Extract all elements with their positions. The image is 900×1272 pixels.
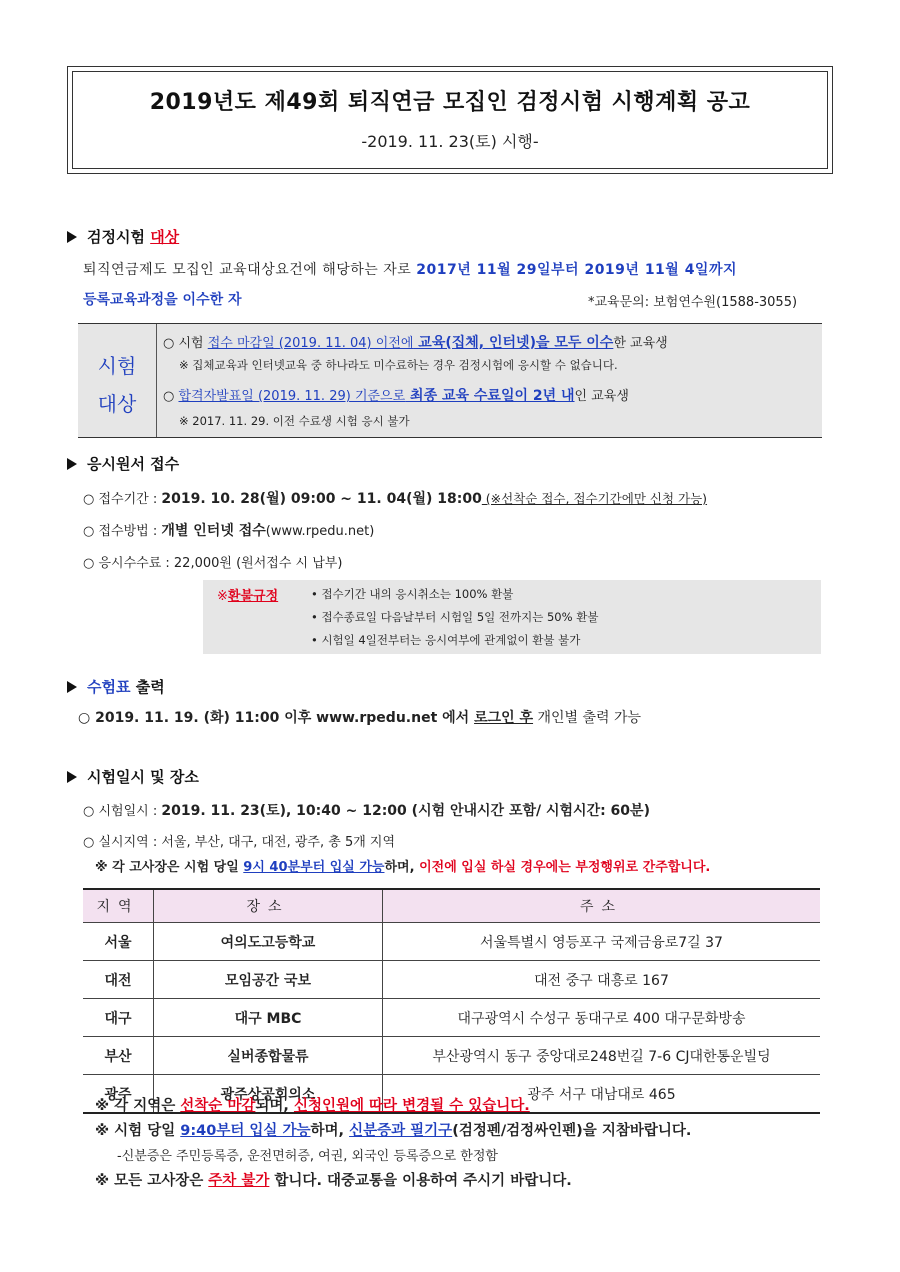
desc-period: 2017년 11월 29일부터 2019년 11월 4일까지 (416, 262, 738, 278)
cell-address: 대구광역시 수성구 동대구로 400 대구문화방송 (383, 999, 821, 1037)
col-header-address: 주소 (383, 889, 821, 923)
refund-label: 환불규정 (227, 589, 279, 604)
table-row (83, 961, 820, 999)
item2-suffix: 인 교육생 (574, 389, 629, 404)
fn1-mid: 되며, (255, 1098, 294, 1114)
refund-item: • 접수종료일 다음날부터 시험일 5일 전까지는 50% 환불 (311, 610, 599, 624)
refund-item: • 접수기간 내의 응시취소는 100% 환불 (311, 587, 514, 601)
cell-region: 서울 (83, 923, 154, 961)
schedule-regions: ○ 실시지역 : 서울, 부산, 대구, 대전, 광주, 총 5개 지역 (83, 835, 396, 850)
target-box (78, 323, 822, 438)
triangle-bullet-icon (67, 771, 77, 783)
note-warning: 이전에 입실 하실 경우에는 부정행위로 간주합니다. (419, 860, 711, 875)
period-label: ○ 접수기간 : (83, 492, 162, 507)
ticket-when: ○ 2019. 11. 19. (화) 11:00 이후 www.rpedu.net 에서 (78, 710, 475, 726)
footnote-1 (95, 1094, 530, 1115)
target-description (83, 259, 843, 279)
refund-mark: ※ (217, 589, 228, 604)
col-header-place: 장소 (154, 889, 383, 923)
item2-announce: 합격자발표일 (2019. 11. 29) 기준으로 (178, 389, 406, 404)
fn2-mid: 하며, (310, 1123, 350, 1139)
table-row (83, 923, 820, 961)
ticket-post: 개인별 출력 가능 (533, 710, 642, 726)
triangle-bullet-icon (67, 681, 77, 693)
section-application-heading (67, 453, 179, 474)
section-schedule-heading (67, 766, 199, 787)
cell-place: 광주상공회의소 (154, 1075, 383, 1114)
schedule-date (83, 800, 650, 820)
date-label: ○ 시험일시 : (83, 804, 162, 819)
method-label: ○ 접수방법 : (83, 524, 162, 539)
sites-table (83, 888, 820, 1114)
cell-place: 여의도고등학교 (154, 923, 383, 961)
cell-address: 서울특별시 영등포구 국제금융로7길 37 (383, 923, 821, 961)
target-item-2-note: ※ 2017. 11. 29. 이전 수료생 시험 응시 불가 (179, 414, 410, 428)
page-title: 2019년도 제49회 퇴직연금 모집인 검정시험 시행계획 공고 (149, 90, 751, 115)
period-note: (※선착순 접수, 접수기간에만 신청 가능) (481, 491, 708, 506)
note-entry-time: 9시 40분부터 입실 가능 (243, 860, 385, 875)
box-label-2: 대상 (97, 392, 137, 416)
section-target-heading (67, 226, 179, 247)
cell-region: 부산 (83, 1037, 154, 1075)
heading-highlight: 수험표 (87, 678, 131, 696)
desc-lead: 퇴직연금제도 모집인 교육대상요건에 해당하는 자로 (83, 262, 417, 278)
cell-place: 대구 MBC (154, 999, 383, 1037)
fn2-suffix: (검정펜/검정싸인펜)을 지참바랍니다. (452, 1123, 692, 1139)
item1-deadline: 접수 마감일 (2019. 11. 04) 이전에 (207, 336, 414, 351)
cell-place: 실버종합물류 (154, 1037, 383, 1075)
cell-address: 광주 서구 대남대로 465 (383, 1075, 821, 1114)
box-label-1: 시험 (97, 354, 137, 378)
box-divider (156, 324, 157, 437)
triangle-bullet-icon (67, 458, 77, 470)
table-row (83, 999, 820, 1037)
cell-address: 대전 중구 대흥로 167 (383, 961, 821, 999)
table-header-row (83, 889, 820, 923)
item1-suffix: 한 교육생 (613, 336, 668, 351)
method-value: 개별 인터넷 접수 (161, 523, 266, 539)
section-ticket-heading (67, 676, 165, 697)
col-header-region: 지역 (83, 889, 154, 923)
cell-region: 대전 (83, 961, 154, 999)
heading-text: 응시원서 접수 (87, 455, 180, 473)
refund-item: • 시험일 4일전부터는 응시여부에 관계없이 환불 불가 (311, 633, 581, 647)
heading-text: 출력 (130, 678, 165, 696)
cell-region: 광주 (83, 1075, 154, 1114)
cell-place: 모임공간 국보 (154, 961, 383, 999)
heading-text: 시험일시 및 장소 (87, 768, 199, 786)
contact-info: *교육문의: 보험연수원(1588-3055) (588, 295, 798, 310)
fn2-entry: 9:40부터 입실 가능 (180, 1123, 311, 1139)
page-subtitle: -2019. 11. 23(토) 시행- (361, 132, 539, 151)
fn4-prefix: ※ 모든 고사장은 (95, 1173, 209, 1189)
fn4-no-parking: 주차 불가 (208, 1173, 270, 1189)
application-fee: ○ 응시수수료 : 22,000원 (원서접수 시 납부) (83, 556, 343, 571)
heading-text: 검정시험 (87, 228, 151, 246)
application-method (83, 520, 374, 540)
cell-address: 부산광역시 동구 중앙대로248번길 7-6 CJ대한통운빌딩 (383, 1037, 821, 1075)
application-period (83, 488, 707, 508)
heading-highlight: 대상 (150, 228, 180, 246)
ticket-line (78, 707, 641, 727)
refund-box (203, 580, 821, 654)
footnote-4 (95, 1169, 572, 1190)
ticket-login: 로그인 후 (474, 710, 534, 726)
note-prefix: ※ 각 고사장은 시험 당일 (95, 860, 244, 875)
refund-title (217, 585, 278, 604)
item1-prefix: ○ 시험 (163, 336, 208, 351)
triangle-bullet-icon (67, 231, 77, 243)
footnote-2 (95, 1119, 691, 1140)
item2-prefix: ○ (163, 389, 179, 404)
table-row (83, 1037, 820, 1075)
fn1-change: 신청인원에 따라 변경될 수 있습니다. (293, 1098, 530, 1114)
date-value: 2019. 11. 23(토), 10:40 ~ 12:00 (시험 안내시간 포함/ 시험시간: 60분) (161, 803, 650, 819)
footnote-3: -신분증은 주민등록증, 운전면허증, 여권, 외국인 등록증으로 한정함 (117, 1149, 498, 1164)
item1-bold: 교육(집체, 인터넷)을 모두 이수 (413, 335, 614, 351)
title-box (67, 66, 833, 174)
target-desc-line2: 등록교육과정을 이수한 자 (83, 292, 242, 308)
target-item-2 (163, 385, 629, 405)
target-item-1-note: ※ 집체교육과 인터넷교육 중 하나라도 미수료하는 경우 검정시험에 응시할 수 없습니다. (179, 358, 618, 372)
fn2-prefix: ※ 시험 당일 (95, 1123, 181, 1139)
fn2-items: 신분증과 필기구 (349, 1123, 453, 1139)
cell-region: 대구 (83, 999, 154, 1037)
item2-bold: 최종 교육 수료일이 2년 내 (405, 388, 575, 404)
period-value: 2019. 10. 28(월) 09:00 ~ 11. 04(월) 18:00 (161, 491, 482, 507)
target-item-1 (163, 332, 668, 352)
fn1-prefix: ※ 각 지역은 (95, 1098, 181, 1114)
fn1-first-come: 선착순 마감 (180, 1098, 256, 1114)
fn4-suffix: 합니다. 대중교통을 이용하여 주시기 바랍니다. (269, 1173, 572, 1189)
note-mid: 하며, (384, 860, 420, 875)
schedule-note (95, 856, 710, 875)
method-url: (www.rpedu.net) (265, 524, 375, 539)
